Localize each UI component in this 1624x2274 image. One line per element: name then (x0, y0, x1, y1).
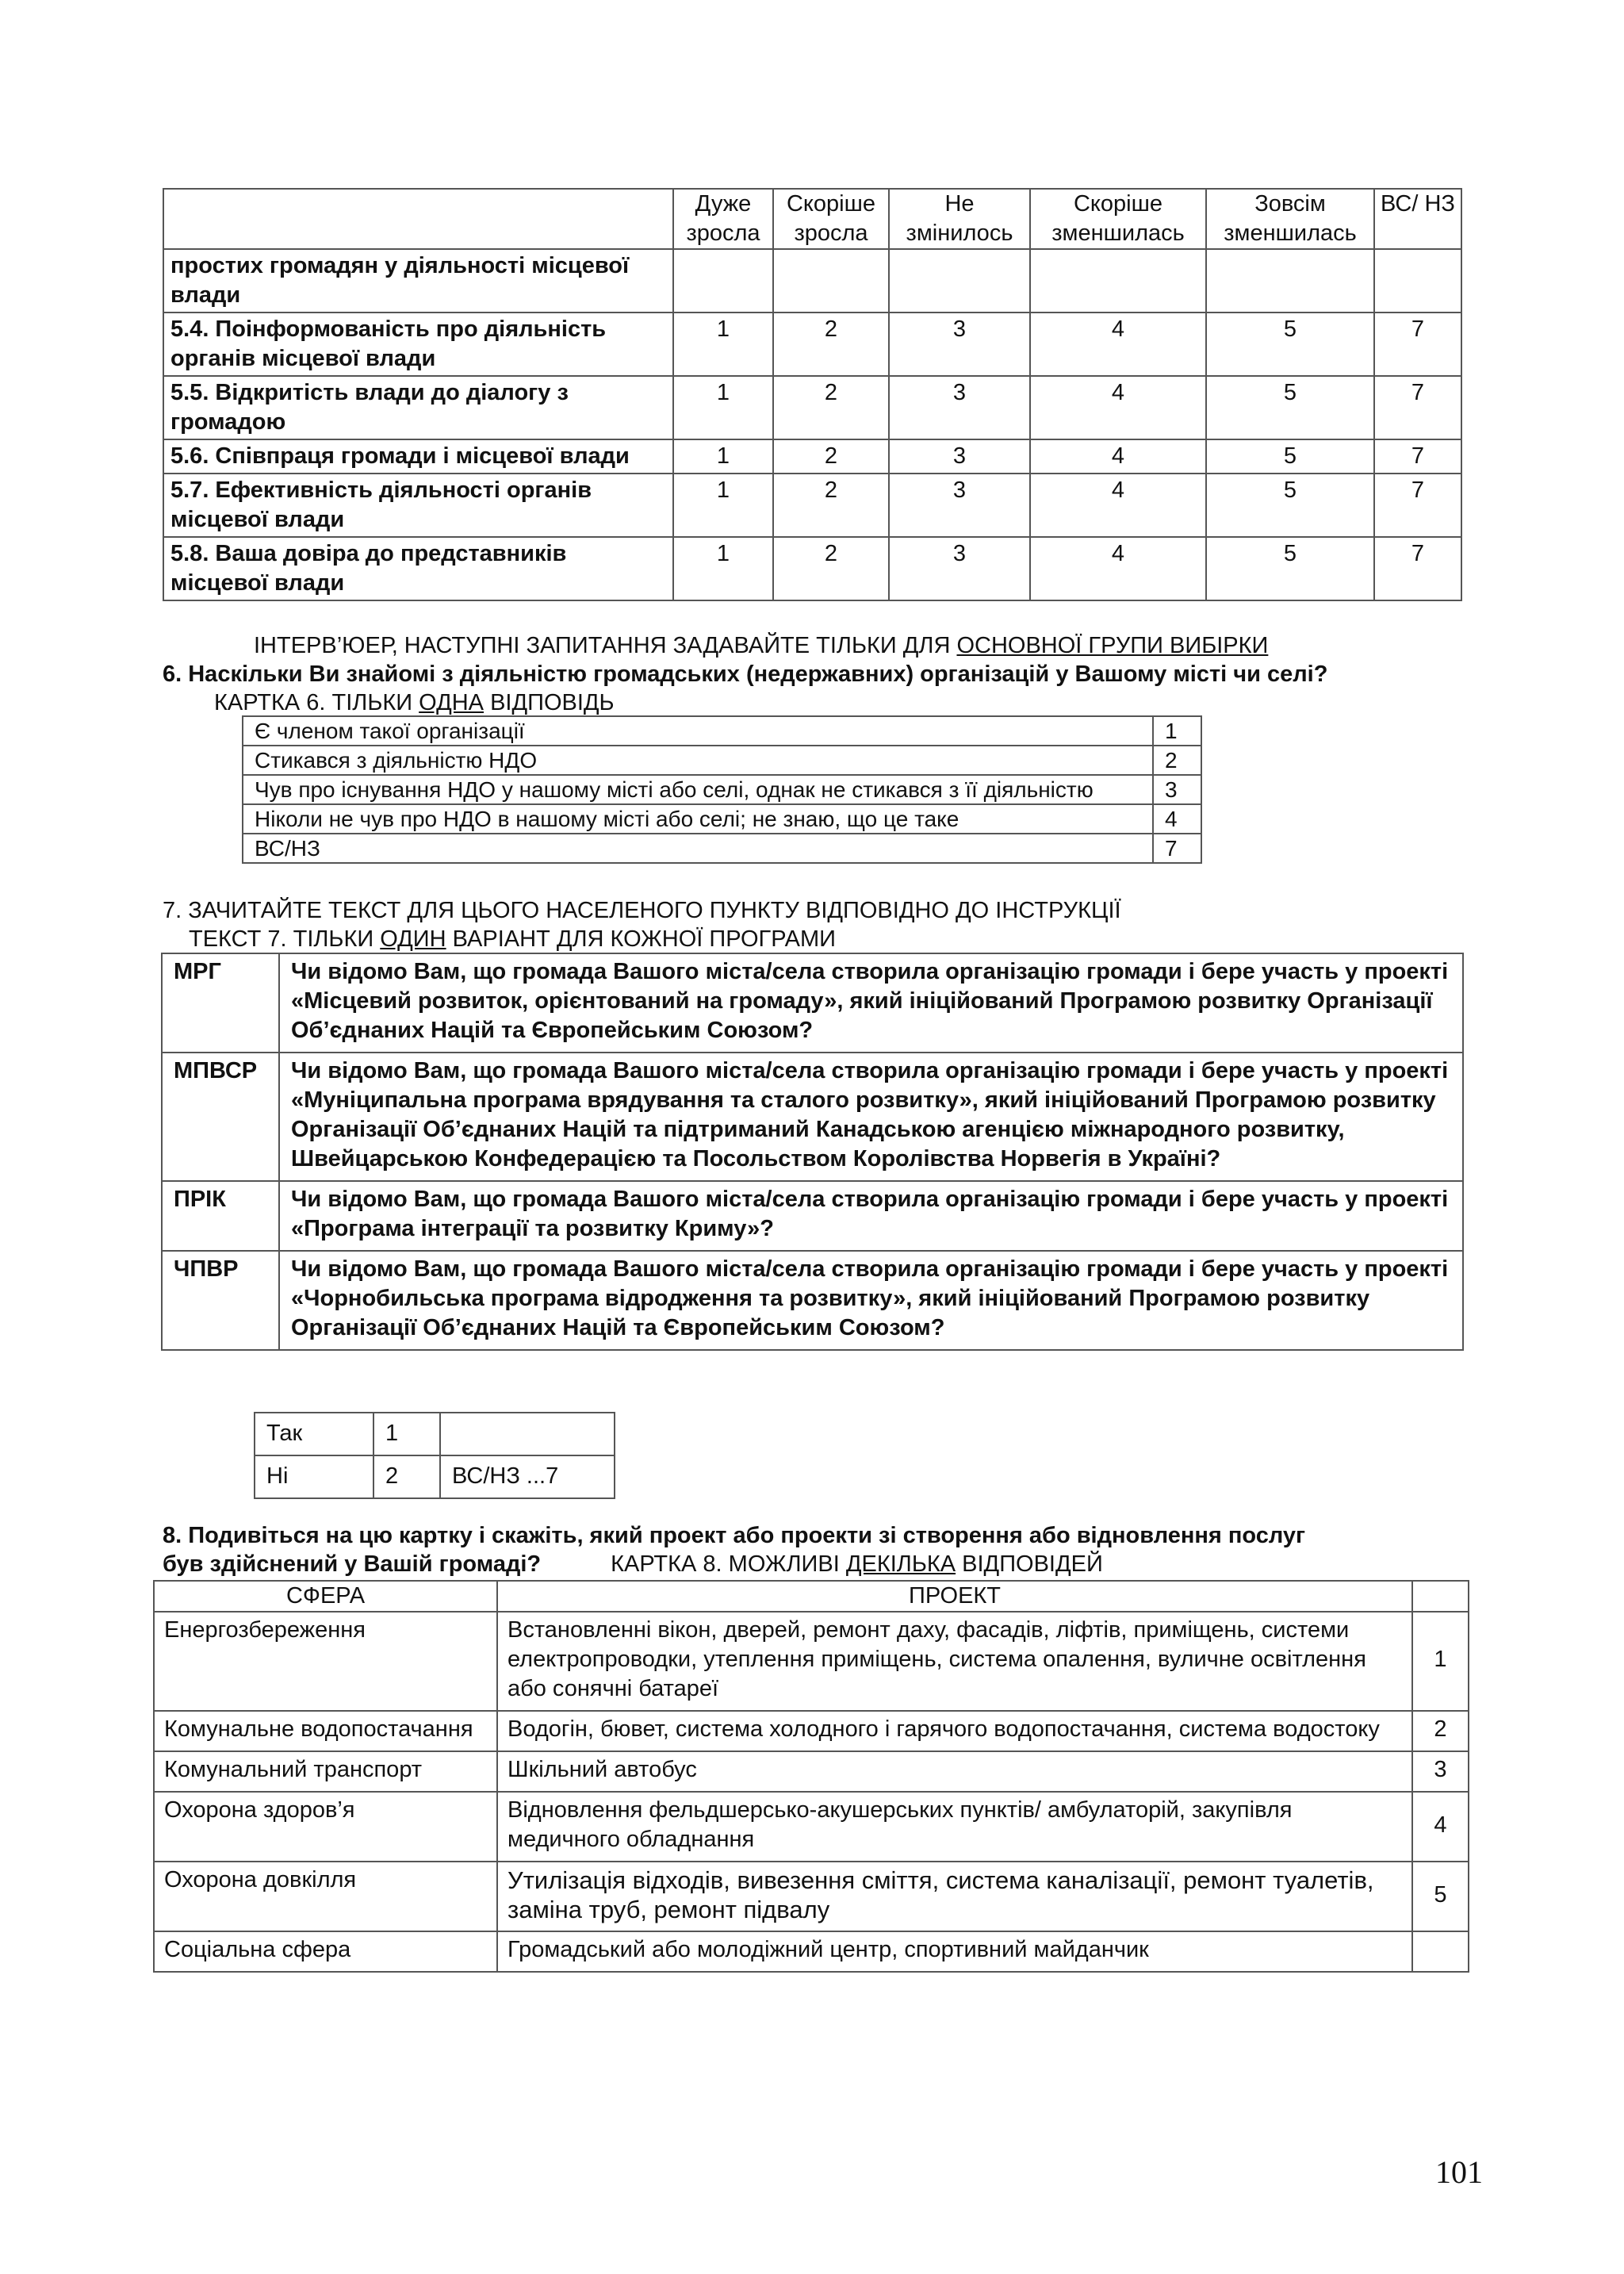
project-cell: Встановленні вікон, дверей, ремонт даху, фасадів, ліфтів, приміщень, системи електропроводки, утеплення приміщень, система опалення, вуличне освітлення або сонячні батареї (497, 1612, 1412, 1711)
code-cell[interactable]: 4 (1030, 376, 1206, 439)
q6-card-label (214, 688, 615, 717)
code-cell[interactable]: 3 (889, 313, 1030, 376)
programs-table (161, 953, 1464, 1351)
code-cell[interactable]: 7 (1374, 439, 1461, 474)
header-cell: Скоріше зменшилась (1030, 189, 1206, 249)
code-cell[interactable]: 7 (1374, 376, 1461, 439)
code-cell[interactable]: 2 (773, 474, 889, 537)
table-row (154, 1862, 1469, 1931)
card-text: КАРТКА 8. МОЖЛИВІ (611, 1551, 846, 1577)
q7-instruction: 7. ЗАЧИТАЙТЕ ТЕКСТ ДЛЯ ЦЬОГО НАСЕЛЕНОГО ПУНКТУ ВІДПОВІДНО ДО ІНСТРУКЦІЇ (163, 898, 1121, 923)
code-cell[interactable]: 7 (1374, 474, 1461, 537)
code-cell[interactable]: 5 (1206, 376, 1374, 439)
option-text: ВС/НЗ (243, 834, 1153, 863)
sphere-cell: Комунальний транспорт (154, 1751, 497, 1792)
table-row (163, 249, 1461, 313)
answer-yes: Так (255, 1413, 373, 1455)
text-label: ВАРІАНТ ДЛЯ КОЖНОЇ ПРОГРАМИ (446, 926, 836, 952)
code-cell[interactable]: 5 (1206, 474, 1374, 537)
code-cell[interactable]: 7 (1374, 313, 1461, 376)
code-cell[interactable] (1412, 1931, 1469, 1972)
program-text: Чи відомо Вам, що громада Вашого міста/села створила організацію громади і бере участь у проекті «Чорнобильська програма відродження та розвитку», який ініційований Програмою розвитку Організації Об’єднаних Націй та Європейським Союзом? (279, 1251, 1463, 1350)
code-cell[interactable]: 5 (1206, 439, 1374, 474)
code-cell[interactable]: 3 (1412, 1751, 1469, 1792)
table-row (163, 474, 1461, 537)
answer-no-code[interactable]: 2 (373, 1455, 440, 1498)
table-row[interactable] (243, 746, 1201, 775)
row-label: 5.6. Співпраця громади і місцевої влади (163, 439, 673, 474)
code-cell[interactable]: 5 (1412, 1862, 1469, 1931)
answer-dk[interactable]: ВС/НЗ ...7 (440, 1455, 615, 1498)
code-cell[interactable]: 1 (1412, 1612, 1469, 1711)
row-label: простих громадян у діяльності місцевої влади (163, 249, 673, 313)
table-row (162, 953, 1463, 1053)
code-cell[interactable]: 1 (673, 376, 773, 439)
header-project: ПРОЕКТ (497, 1581, 1412, 1612)
option-text: Ніколи не чув про НДО в нашому місті або селі; не знаю, що це таке (243, 804, 1153, 834)
header-cell: Не змінилось (889, 189, 1030, 249)
table-row (162, 1181, 1463, 1251)
program-text: Чи відомо Вам, що громада Вашого міста/села створила організацію громади і бере участь у проекті «Програма інтеграції та розвитку Криму»? (279, 1181, 1463, 1251)
table-row (163, 313, 1461, 376)
table-row (162, 1053, 1463, 1181)
q8-question-line1: 8. Подивіться на цю картку і скажіть, який проект або проекти зі створення або відновлення послуг (163, 1523, 1306, 1548)
text-label: ТЕКСТ 7. ТІЛЬКИ (189, 926, 381, 952)
program-code: МРГ (162, 953, 279, 1053)
project-cell: Водогін, бювет, система холодного і гарячого водопостачання, система водостоку (497, 1711, 1412, 1751)
note-text: ІНТЕРВ’ЮЕР, НАСТУПНІ ЗАПИТАННЯ ЗАДАВАЙТЕ ТІЛЬКИ ДЛЯ (254, 633, 957, 658)
code-cell[interactable]: 2 (773, 376, 889, 439)
row-label: 5.5. Відкритість влади до діалогу з громадою (163, 376, 673, 439)
option-code[interactable]: 7 (1153, 834, 1201, 863)
option-text: Чув про існування НДО у нашому місті або селі, однак не стикався з її діяльністю (243, 775, 1153, 804)
table-row (154, 1612, 1469, 1711)
row-label: 5.4. Поінформованість про діяльність органів місцевої влади (163, 313, 673, 376)
card-underlined: ОДНА (419, 690, 485, 715)
project-cell: Громадський або молодіжний центр, спортивний майданчик (497, 1931, 1412, 1972)
table-row[interactable] (243, 804, 1201, 834)
card-underlined: ДЕКІЛЬКА (845, 1551, 956, 1577)
code-cell[interactable]: 4 (1030, 537, 1206, 600)
code-cell[interactable]: 5 (1206, 537, 1374, 600)
code-cell[interactable]: 1 (673, 439, 773, 474)
answer-yes-code[interactable]: 1 (373, 1413, 440, 1455)
code-cell[interactable]: 4 (1030, 439, 1206, 474)
code-cell[interactable]: 3 (889, 537, 1030, 600)
q7-text-label (189, 925, 836, 953)
code-cell[interactable]: 4 (1030, 313, 1206, 376)
header-empty (163, 189, 673, 249)
option-code[interactable]: 4 (1153, 804, 1201, 834)
code-cell[interactable]: 3 (889, 376, 1030, 439)
projects-table (153, 1580, 1469, 1973)
project-cell: Відновлення фельдшерсько-акушерських пунктів/ амбулаторій, закупівля медичного обладнання (497, 1792, 1412, 1862)
table-row (255, 1455, 615, 1498)
table-row[interactable] (243, 716, 1201, 746)
code-cell[interactable]: 2 (773, 313, 889, 376)
header-cell: Скоріше зросла (773, 189, 889, 249)
option-text: Стикався з діяльністю НДО (243, 746, 1153, 775)
program-code: ПРІК (162, 1181, 279, 1251)
code-cell[interactable]: 7 (1374, 537, 1461, 600)
page-number: 101 (1435, 2154, 1483, 2190)
q6-question: 6. Наскільки Ви знайомі з діяльністю громадських (недержавних) організацій у Вашому місті чи селі? (163, 661, 1328, 687)
code-cell[interactable]: 2 (1412, 1711, 1469, 1751)
table-row (163, 439, 1461, 474)
header-code (1412, 1581, 1469, 1612)
program-text: Чи відомо Вам, що громада Вашого міста/села створила організацію громади і бере участь у проекті «Місцевий розвиток, орієнтований на громаду», який ініційований Програмою розвитку Організації Об’єднаних Націй та Європейським Союзом? (279, 953, 1463, 1053)
projects-table-header (154, 1581, 1469, 1612)
program-code: МПВСР (162, 1053, 279, 1181)
note-underlined: ОСНОВНОЇ ГРУПИ ВИБІРКИ (956, 633, 1269, 658)
interviewer-note (254, 631, 1268, 660)
sphere-cell: Енергозбереження (154, 1612, 497, 1711)
answer-no: Ні (255, 1455, 373, 1498)
rating-table (163, 188, 1462, 601)
code-cell[interactable]: 4 (1412, 1792, 1469, 1862)
table-row (154, 1711, 1469, 1751)
code-cell[interactable]: 1 (673, 474, 773, 537)
project-cell: Утилізація відходів, вивезення сміття, система каналізації, ремонт туалетів, заміна труб, ремонт підвалу (497, 1862, 1412, 1931)
code-cell[interactable]: 4 (1030, 474, 1206, 537)
option-code[interactable]: 3 (1153, 775, 1201, 804)
header-cell: Дуже зросла (673, 189, 773, 249)
header-cell: ВС/ НЗ (1374, 189, 1461, 249)
table-row (162, 1251, 1463, 1350)
program-text: Чи відомо Вам, що громада Вашого міста/села створила організацію громади і бере участь у проекті «Муніципальна програма врядування та сталого розвитку», який ініційований Програмою розвитку Організації Об’єднаних Націй та підтриманий Канадською агенцією міжнародного розвитку, Швейцарською Конфедерацією та Посольством Королівства Норвегія в Україні? (279, 1053, 1463, 1181)
q7-answers-table (254, 1412, 615, 1499)
card-text: КАРТКА 6. ТІЛЬКИ (214, 690, 419, 715)
code-cell[interactable]: 2 (773, 537, 889, 600)
code-cell[interactable]: 5 (1206, 313, 1374, 376)
code-cell[interactable]: 1 (673, 313, 773, 376)
answer-empty (440, 1413, 615, 1455)
text-underlined: ОДИН (380, 926, 446, 952)
sphere-cell: Соціальна сфера (154, 1931, 497, 1972)
table-row[interactable] (243, 834, 1201, 863)
table-row (154, 1751, 1469, 1792)
q6-options-table (242, 715, 1202, 864)
code-cell[interactable]: 2 (773, 439, 889, 474)
row-label: 5.7. Ефективність діяльності органів місцевої влади (163, 474, 673, 537)
code-cell[interactable]: 3 (889, 439, 1030, 474)
sphere-cell: Комунальне водопостачання (154, 1711, 497, 1751)
table-row (154, 1931, 1469, 1972)
option-code[interactable]: 1 (1153, 716, 1201, 746)
table-row (255, 1413, 615, 1455)
option-text: Є членом такої організації (243, 716, 1153, 746)
rating-table-header (163, 189, 1461, 249)
table-row[interactable] (243, 775, 1201, 804)
project-cell: Шкільний автобус (497, 1751, 1412, 1792)
program-code: ЧПВР (162, 1251, 279, 1350)
code-cell[interactable]: 3 (889, 474, 1030, 537)
table-row (154, 1792, 1469, 1862)
table-row (163, 376, 1461, 439)
sphere-cell: Охорона здоров’я (154, 1792, 497, 1862)
header-sphere: СФЕРА (154, 1581, 497, 1612)
code-cell[interactable]: 1 (673, 537, 773, 600)
table-row (163, 537, 1461, 600)
header-cell: Зовсім зменшилась (1206, 189, 1374, 249)
card-text: ВІДПОВІДЬ (484, 690, 615, 715)
q8-question-line2 (163, 1550, 1103, 1578)
sphere-cell: Охорона довкілля (154, 1862, 497, 1931)
option-code[interactable]: 2 (1153, 746, 1201, 775)
q8-question-text: був здійснений у Вашій громаді? (163, 1551, 542, 1577)
card-text: ВІДПОВІДЕЙ (956, 1551, 1103, 1577)
row-label: 5.8. Ваша довіра до представників місцевої влади (163, 537, 673, 600)
